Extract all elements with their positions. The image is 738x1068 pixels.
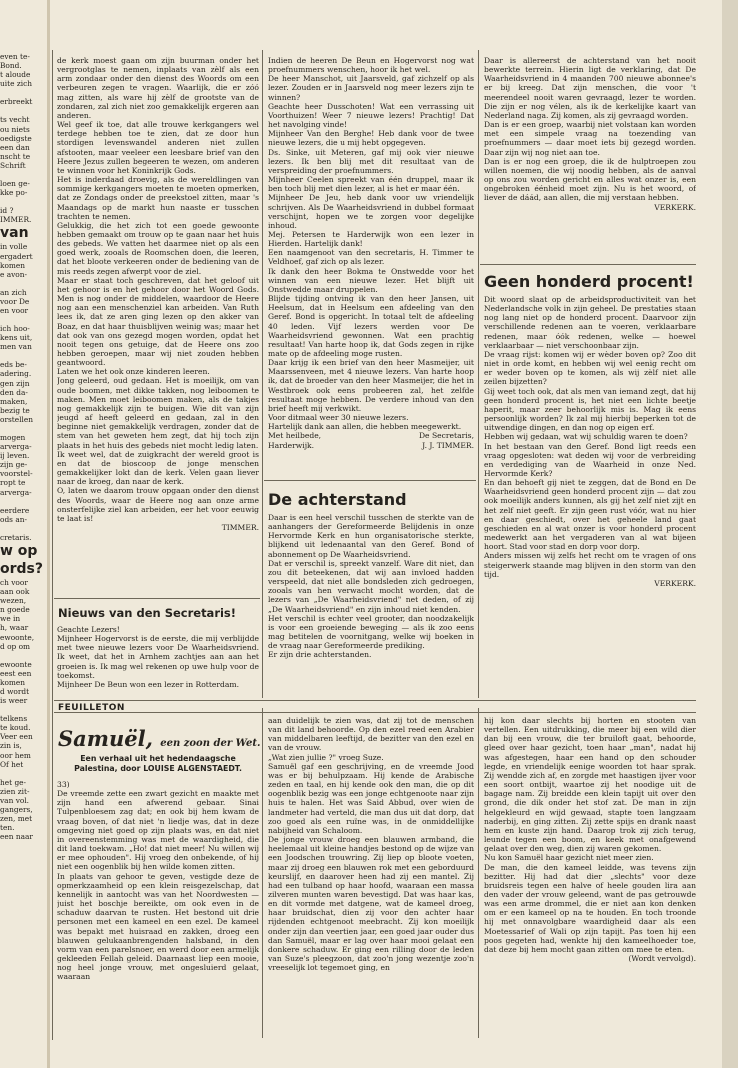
article-secretaris-part1: [57, 625, 259, 697]
article-body: [484, 56, 696, 203]
fragment-line: e avon-: [0, 269, 28, 279]
article-body: [57, 625, 259, 689]
feuilleton-column-2: [268, 716, 474, 1038]
fragment-lines-low: [0, 578, 44, 841]
fragment-line: Schrift: [0, 160, 26, 170]
paragraph: De man, die den kameel leidde, was tevens zijn bezitter. Hij had dat dier „slechts" voor deze bruidsreis tegen een halve of heele gouden lira aan den vader der vrouw geleend, want de pas getrouwde was een arme drommel, die er niet aan kon denken om er een kameel op na te houden. En toch troonde hij met onnavolgbare waardigheid daar als een Moetessarief of Wali op zijn tapijt. Pas toen hij een poos gegeten had, wenkte hij den kameelhoeder toe, dat deze bij hem mocht gaan zitten om mee te eten.: [484, 862, 696, 954]
fragment-line: den da-: [0, 387, 28, 397]
paragraph: De heer Manschot, uit Jaarsveld, gaf zichzelf op als lezer. Zouden er in Jaarsveld nog meer lezers zijn te winnen?: [268, 74, 474, 102]
fragment-line: zen, met: [0, 814, 33, 824]
closing-name: J. J. TIMMER.: [422, 440, 474, 450]
heading-secretaris: Nieuws van den Secretaris!: [58, 606, 237, 620]
paragraph: Ik weet wel, dat de zuigkracht der wereld groot is en dat de bioscoop de jonge menschen gemakkelijker lokt dan de kerk. Velen gaan liever naar de kroeg, dan naar de kerk.: [57, 449, 259, 487]
paragraph: Gij weet toch ook, dat als men van iemand zegt, dat hij geen honderd procent is, het niet een lichte beetje haperit, maar zeer behoorlijk mis is. Mag ik eens persoonlijk worden? Ik zal mij hierbij beperken tot de uitwendige dingen, en dan nog op eigen erf.: [484, 386, 696, 433]
fragment-line: voor De: [0, 296, 30, 306]
fragment-line: nscht te: [0, 151, 31, 161]
feuilleton-rule: [54, 700, 696, 701]
article-signature: VERKERK.: [654, 202, 696, 212]
paragraph: de kerk moest gaan om zijn buurman onder het vergrootglas te nemen, inplaats van zèlf als een arm zondaar onder den dienst des Woords om een verbeuren zegen te vragen. Waarlijk, die er zóó mag zitten, als ware hij zèlf de grootste van de zondaren, zal zich niet zoo gemakkelijk ergeren aan anderen.: [57, 56, 259, 120]
to-be-continued: (Wordt vervolgd).: [628, 954, 696, 964]
fragment-line: [0, 88, 44, 97]
fragment-line: komen: [0, 260, 26, 270]
fragment-line: zijn ge-: [0, 460, 28, 470]
fragment-line: [0, 769, 44, 778]
paragraph: In het bestaan van den Geref. Bond ligt reeds een vraag opgesloten: wat deden wij voor de verbreiding en verdediging van de Waarheid in onze Ned. Hervormde Kerk?: [484, 441, 696, 478]
article-body: [57, 56, 259, 523]
fragment-line: d op om: [0, 641, 31, 651]
fragment-line: telkens: [0, 714, 28, 724]
paragraph: Laten we het ook onze kinderen leeren.: [57, 367, 210, 377]
column-rule: [262, 50, 263, 698]
paragraph: Nu kon Samuël haar gezicht niet meer zien.: [484, 853, 654, 863]
fragment-line: komen: [0, 677, 26, 687]
paragraph: Mijnheer Hogervorst is de eerste, die mij verblijdde met twee nieuwe lezers voor De Waarheidsvriend. Ik weet, dat het in Arnhem zachtjes aan aan het groeien is. Ik mag wel rekenen op uwe hulp voor de toekomst.: [57, 634, 259, 680]
fragment-line: [0, 651, 44, 660]
paragraph: Daar is allereerst de achterstand van het nooit bewerkte terrein. Hierin ligt de verklaring, dat De Waarheidsvriend in 4 maanden 700 nieuwe abonnee's er bij kreeg. Dat zijn menschen, die voor 't meerendeel nooit waren gevraagd, lezer te worden. Die zijn er nog vélen, als ik de kerkelijke kaart van Nederland naga. Zij komen, als zij gevraagd worden.: [484, 56, 696, 120]
column-rule: [262, 708, 263, 1038]
paragraph: Ds. Sinke, uit Meteren, gaf mij ook vier nieuwe lezers. Ik ben blij met dit resultaat van de verspreiding der proefnummers.: [268, 147, 474, 175]
fragment-line: oedigste: [0, 133, 32, 143]
paragraph: aan duidelijk te zien was, dat zij tot de menschen van dit land behoorde. Op den ezel reed een Arabier van middelbaren leeftijd, de bezitter van den ezel en van de vrouw.: [268, 716, 474, 753]
fragment-line: te koud.: [0, 723, 31, 733]
paragraph: Een naamgenoot van den secretaris, H. Timmer te Veldhoef, gaf zich op als lezer.: [268, 248, 474, 267]
article-signature: TIMMER.: [221, 522, 259, 532]
fragment-line: in volle: [0, 242, 28, 252]
article-achterstand-part1: [268, 513, 474, 697]
fragment-line: uite zich: [0, 79, 32, 89]
paragraph: hij kon daar slechts bij horten en stooten van vertellen. Een uitdrukking, die meer bij een wild dier dan bij een vrouw, die ter bruiloft gaat, behoorde, gleed over haar gezicht, toen haar „man", nadat hij was afgestegen, haar een hand op den schouder legde, en vriendelijk eenige woorden tot haar sprak. Zij wendde zich af, en zorgde met haastigen ijver voor een soort ontbijt, waartoe zij het noodige uit de bagage nam. Zij breidde een klein tapijt uit over den grond, die dik onder het stof zat. De man in zijn helgekleurd en wijd gewaad, stapte toen langzaam naderbij, en ging zitten. Zij zette spijs en drank naast hem en kuste zijn hand. Daarop trok zij zich terug, leunde tegen een boom, en keek met onafgewend gelaat over den weg, dien zij waren gekomen.: [484, 716, 696, 854]
fragment-line: ropt te: [0, 478, 26, 488]
fragment-lines-top: [0, 52, 44, 224]
fragment-line: het ge-: [0, 777, 27, 787]
article-kerkgang: [57, 56, 259, 593]
paragraph: O, laten we daarom trouw opgaan onder den dienst des Woords, waar de Heere nog aan onze arme onsterfelijke ziel kan arbeiden, eer het voor eeuwig te laat is!: [57, 486, 259, 523]
paragraph: Voor ditmaal weer 30 nieuwe lezers.: [268, 413, 409, 423]
fragment-line: ich hoo-: [0, 324, 30, 334]
paragraph: Daar is een heel verschil tusschen de sterkte van de aanhangers der Gereformeerde Belijdenis in onze Hervormde Kerk en hun organisatorische sterkte, blijkend uit ledenaantal van den Geref. Bond of abonnement op De Waarheidsvriend.: [268, 513, 474, 559]
fragment-heading: van: [0, 225, 29, 242]
closing-row: [268, 431, 474, 440]
fragment-line: wezen,: [0, 596, 27, 606]
paragraph: De vraag rijst: komen wij er wèder boven op? Zoo dit niet in orde komt, en hebben wij wel eenig recht om er weder boven op te komen, als wij zèlf niet alle zeilen bijzetten?: [484, 349, 696, 387]
paragraph: Anders missen wij zelfs het recht om te vragen of ons steigerwerk staande mag blijven in den storm van den tijd.: [484, 551, 696, 579]
column-rule: [478, 50, 479, 698]
paragraph: „Wat zien jullie ?" vroeg Suze.: [268, 752, 384, 762]
column-rule: [52, 50, 53, 1040]
paragraph: Mijnheer De Jeu, heb dank voor uw vriendelijk schrijven. Als De Waarheidsvriend in dubbel formaat verschijnt, hopen we te zorgen voor degelijke inhoud.: [268, 193, 474, 230]
closing-role: De Secretaris,: [418, 431, 474, 441]
closing-row: [268, 441, 474, 450]
section-rule: [264, 480, 476, 481]
paragraph: Samuël gaf een geschrijving, en de vreemde Jood was er bij behulpzaam. Hij kende de Arabische zeden en taal, en hij kende ook den man, die op dit oogenblik bezig was een jonge echtgenoote naar zijn huis te halen. Het was Said Abbud, over wien de landmeter had verteld, die man dus uit dat dorp, dat zoo goed als een ruïne was, in de onmiddellijke nabijheid van Schaloom.: [268, 761, 474, 835]
paragraph: Dan is er een groep, waarbij niet volstaan kan worden met een simpele vraag na toezending van proefnummers — daar moet iets bij gezegd worden. Daar zijn wij nog niet aan toe.: [484, 120, 696, 157]
paragraph: Blijde tijding ontving ik van den heer Jansen, uit Heelsum, dat in Heelsum een afdeeling van den Geref. Bond is opgericht. In totaal telt de afdeeling 40 leden. Vijf lezers werden voor De Waarheidsvriend gewonnen. Wat een prachtig resultaat! Van harte hoop ik, dat Gods zegen in rijke mate op de afdeeling moge rusten.: [268, 294, 474, 358]
fragment-line: voorstel-: [0, 469, 33, 479]
fragment-line: n goede: [0, 605, 30, 615]
fragment-line: bezig te: [0, 405, 30, 415]
fragment-line: [0, 170, 44, 179]
paragraph: De jonge vrouw droeg een blauwen armband, die heelemaal uit kleine handjes bestond op de wijze van een Joodschen trouwring. Zij liep op bloote voeten, maar zij droeg een blauwen rok met een geborduurd keurslijf, en daarover heen had zij een mantel. Zij had een tulband op haar hoofd, waaraan een massa zilveren munten waren bevestigd. Dat was haar kas, en dit vormde met datgene, wat de kameel droeg, haar bruidschat, dien zij voor den achter haar rijdenden echtgenoot meebracht. Zij kon moeilijk onder zijn dan veertien jaar, een goed jaar ouder dus dan Samuël, maar er lag over haar mooi gelaat een donkere schaduw. Er ging een rilling door de leden van Suze's pleegzoon, dat zoo'n jong wezentje zoo'n vreeselijk lot tegemoet ging, en: [268, 835, 474, 973]
paragraph: Dat er verschil is, spreekt vanzelf. Ware dit niet, dan zou dit beteekenen, dat wij aan invloed hadden verspeeld, dat niet alle bondsleden zich gedroegen, zooals van hen verwacht mocht worden, dat de lezers van „De Waarheidsvriend" net deden, of zij „De Waarheidsvriend" en zijn inhoud niet kenden.: [268, 558, 474, 614]
paragraph: Daar krijg ik een brief van den heer Masmeijer, uit Maarssenveen, met 4 nieuwe lezers. Van harte hoop ik, dat de broeder van den heer Masmeijer, die het in Westbroek ook eens probeeren zal, het zelfde resultaat moge hebben. De verdere inhoud van den brief heeft mij verkwikt.: [268, 358, 474, 413]
fragment-line: [0, 315, 44, 324]
fragment-line: oor hem: [0, 750, 31, 760]
paragraph: Mijnheer Ceelen spreekt van één druppel, maar ik ben toch blij met dien lezer, al is het er maar één.: [268, 175, 474, 194]
paragraph: Het is inderdaad droevig, als de wereldlingen van sommige kerkgangers moeten te moeten opmerken, dat ze Zondags onder de preekstoel zitten, maar 's Maandags op de markt hun naaste er tusschen trachten te nemen.: [57, 175, 259, 221]
fragment-lines-mid: [0, 242, 44, 542]
closing-greeting: Met heilbede,: [268, 431, 322, 441]
fragment-line: Bond.: [0, 61, 22, 71]
section-rule: [480, 264, 696, 265]
article-body: [268, 513, 474, 660]
paragraph: De vreemde zette een zwart gezicht en maakte met zijn hand een afwerend gebaar. Sinai Tulpenbloesem zag dat; en ook bij hem kwam de vraag boven, of dat niet 'n liedje was, dat in deze omgeving niet goed op zijn plaats was, en dat niet in overeenstemming was met de waardigheid, die dit land toekwam. „Ho! dat niet meer! Nu willen wij er mee ophouden". Hij vroeg den onbekende, of hij niet een oogenblik bij hen wilde komen zitten.: [57, 789, 259, 872]
paragraph: Geachte heer Dusschoten! Wat een verrassing uit Voorthuizen! Weer 7 nieuwe lezers! Prachtig! Dat het navolging vinde!: [268, 101, 474, 130]
fragment-line: ods an-: [0, 514, 27, 524]
fragment-line: ts vecht: [0, 115, 30, 125]
fragment-line: men van: [0, 342, 32, 352]
article-geen-honderd-procent: [484, 295, 696, 697]
paragraph: Hebben wij gedaan, wat wij schuldig waren te doen?: [484, 432, 688, 442]
fragment-line: t aloude: [0, 70, 31, 80]
fragment-line: we in: [0, 614, 21, 624]
fragment-line: even te-: [0, 52, 30, 61]
paragraph: Dan is er nog een groep, die ik de hulptroepen zou willen noemen, die wij noodig hebben, als de aanval op ons zou worden gericht en alles wat onzer is, een ongebroken éénheid moet zijn. Nu is het woord, of liever de dáád, aan allen, die mij verstaan hebben.: [484, 156, 696, 203]
paragraph: Mej. Petersen te Harderwijk won een lezer in Hierden. Hartelijk dank!: [268, 229, 474, 249]
heading-achterstand: De achterstand: [268, 490, 407, 509]
article-body: [268, 56, 474, 431]
fragment-line: erbreekt: [0, 97, 33, 107]
fragment-line: zin is,: [0, 741, 22, 751]
fragment-line: een naar: [0, 832, 33, 842]
fragment-line: [0, 279, 44, 288]
fragment-line: en voor: [0, 305, 29, 315]
fragment-line: an zich: [0, 287, 27, 297]
fragment-line: ch voor: [0, 577, 28, 587]
paragraph: Ik dank den heer Bokma te Onstwedde voor het winnen van een nieuwe lezer. Het blijft uit Onstwedde maar druppelen.: [268, 266, 474, 294]
fragment-line: adering.: [0, 369, 32, 379]
paragraph: Er zijn drie achterstanden.: [268, 650, 372, 660]
story-title: [58, 726, 260, 751]
article-achterstand-part2: [484, 56, 696, 260]
feuilleton-body: [484, 716, 696, 954]
story-subtitle: Een verhaal uit het hedendaagsche Palestina, door LOUISE ALGENSTAEDT.: [74, 754, 242, 773]
fragment-line: ou niets: [0, 124, 30, 134]
fragment-line: zien zit-: [0, 786, 30, 796]
fragment-line: Veer een: [0, 732, 33, 742]
paragraph: Maar er staat toch geschreven, dat het geloof uit het gehoor is en het gehoor door het Woord Gods. Men is nog onder de middelen, waardoor de Heere nog aan een menschenziel kan arbeiden. Van Ruth lees ik, dat ze aren ging lezen op den akker van Boaz, en dat haar thuisblijven weinig was; maar het dat ook van ons gezegd mogen worden, opdat het nooit tegen ons getuige, dat de Heere ons zoo hebben geroepen, maar wij niet zouden hebben geantwoord.: [57, 275, 259, 368]
fragment-line: ewoonte: [0, 659, 32, 669]
fragment-line: [0, 197, 44, 206]
fragment-line: maken,: [0, 396, 28, 406]
paragraph: Het verschil is echter veel grooter, dan noodzakelijk is voor een groeiende beweging — als ik zoo eens mag betitelen de voornitgang, welke wij boeken in de vraag naar Gereformeerde prediking.: [268, 613, 474, 651]
feuilleton-column-1: [57, 780, 259, 1038]
fold-gutter: [47, 0, 50, 1068]
closing-place: Harderwijk.: [268, 440, 315, 450]
paragraph: En dan behoeft gij niet te zeggen, dat de Bond en De Waarheidsvriend geen honderd procent zijn — dat zou ook moeilijk anders kunnen, als gij het zelf niet zijt en het zelf niet geeft. Er zijn geen rust vóór, wat nu hier en daar geschiedt, over het geheele land gaat geschieden en al wat onzer is voor honderd procent medewerkt aan het vergaderen van al wat bijeen hoort. Stad voor stad en dorp voor dorp.: [484, 478, 696, 552]
fragment-line: mogen: [0, 433, 26, 442]
fragment-line: arverga-: [0, 487, 32, 497]
fragment-line: ergadert: [0, 251, 33, 261]
feuilleton-column-3: [484, 716, 696, 1038]
fragment-line: h, waar: [0, 623, 29, 633]
fragment-heading-2: w op: [0, 542, 38, 559]
story-title-main: Samuël,: [58, 726, 153, 751]
heading-geen-honderd-procent: Geen honderd procent!: [484, 272, 694, 291]
fragment-line: IMMER.: [0, 215, 32, 225]
fragment-line: [0, 424, 44, 433]
fragment-line: aan ook: [0, 587, 30, 597]
fragment-line: cretaris.: [0, 532, 32, 542]
fragment-line: ten.: [0, 823, 15, 833]
section-rule: [54, 598, 260, 599]
fragment-heading-3: ords?: [0, 560, 43, 577]
fragment-line: een dan: [0, 142, 30, 152]
paragraph: Dit woord slaat op de arbeidsproductiviteit van het Nederlandsche volk in zijn geheel. De prestaties staan nog lang niet op de honderd procent. Daarvoor zijn verschillende redenen aan te voeren, verklaarbare redenen, maar óók redenen, welke — hoewel verklaarbaar — niet verschoonbaar zijn.: [484, 295, 696, 350]
paragraph: Indien de heeren De Beun en Hogervorst nog wat proefnummers wenschen, hoor ik het wel.: [268, 56, 474, 75]
paragraph: Jong geleerd, oud gedaan. Het is moeilijk, om van oude boomen, met dikke takken, nog leiboomen te maken. Men moet leiboomen maken, als de takjes nog gemakkelijk zijn te buigen. Wie dit van zijn jeugd af heeft geleerd en gedaan, zal in den beginne niet gemakkelijk verdragen, zonder dat de stem van het geweten hem zegt, dat hij toch zijn plaats in het huis des gebeds niet mocht ledig laten.: [57, 376, 259, 450]
fragment-line: is weer: [0, 696, 28, 706]
fragment-line: [0, 106, 44, 115]
fragment-line: gen zijn: [0, 378, 30, 388]
feuilleton-rule: [54, 712, 696, 713]
article-secretaris-part2: [268, 56, 474, 476]
feuilleton-body: [268, 716, 474, 972]
article-signature: VERKERK.: [654, 578, 696, 588]
fragment-line: arverga-: [0, 442, 32, 452]
article-body: [484, 295, 696, 579]
left-fragment-column: [0, 52, 44, 841]
fragment-line: [0, 497, 44, 506]
installment-number: 33): [57, 780, 70, 789]
paragraph: Mijnheer De Beun won een lezer in Rotterdam.: [57, 679, 240, 689]
paragraph: Wel geef ik toe, dat alle trouwe kerkgangers wel terdege hebben toe te zien, dat ze door hun stordigen levenswandel anderen niet zullen afstooten, maar veeleer een leesbare brief van den Heere Jezus zullen begeeren te wezen, om anderen te winnen voor het Koninkrijk Gods.: [57, 120, 259, 175]
fragment-line: ewoonte,: [0, 632, 35, 642]
fragment-line: eest een: [0, 668, 32, 678]
page-edge: [722, 0, 738, 1068]
paragraph: Hartelijk dank aan allen, die hebben meegewerkt.: [268, 422, 462, 432]
column-rule: [478, 708, 479, 1038]
fragment-line: id ?: [0, 206, 14, 216]
fragment-line: orstellen: [0, 414, 33, 424]
paragraph: Mijnheer Van den Berghe! Heb dank voor de twee nieuwe lezers, die u mij hebt opgegeven.: [268, 129, 474, 148]
feuilleton-label: FEUILLETON: [58, 703, 125, 713]
fragment-line: d wordt: [0, 686, 30, 696]
fragment-line: kke po-: [0, 188, 28, 198]
fragment-line: [0, 351, 44, 360]
paragraph: Gelukkig, die het zich tot een goede gewoonte hebben gemaakt om trouw op te gaan naar het huis des gebeds. We vatten het daarmee niet op als een goed werk, zooals de Roomschen doen, die leeren, dat het bloote verkeeren onder de bediening van de mis reeds zegen afwerpt voor de ziel.: [57, 220, 259, 276]
fragment-line: Of het: [0, 759, 24, 769]
fragment-line: [0, 524, 44, 533]
fragment-line: ij leven.: [0, 451, 30, 461]
fragment-line: eerdere: [0, 505, 30, 515]
paragraph: In plaats van gehoor te geven, vestigde deze de opmerkzaamheid op een klein reisgezelschap, dat kennelijk in aantocht was van het Noordwesten — juist het boschje bereikte, om ook even in de schaduw daarvan te rusten. Het bestond uit drie personen met een kameel en een ezel. De kameel was bepakt met huisraad en zakken, droeg een blauwen gelukaanbrengenden halsband, in den vorm van een parelsnoer, en werd door een armelijk gekleeden Fellah geleid. Daarnaast liep een mooie, nog heel jonge vrouw, met ongesluierd gelaat, waaraan: [57, 871, 259, 982]
fragment-line: [0, 705, 44, 714]
fragment-line: van vol.: [0, 795, 30, 805]
fragment-line: loen ge-: [0, 179, 30, 189]
fragment-line: kens uit,: [0, 333, 33, 343]
fragment-line: eds be-: [0, 360, 27, 370]
fragment-line: gangers,: [0, 805, 33, 814]
feuilleton-body: [57, 789, 259, 981]
paragraph: Geachte Lezers!: [57, 625, 120, 634]
story-title-suffix: een zoon der Wet.: [160, 738, 261, 749]
